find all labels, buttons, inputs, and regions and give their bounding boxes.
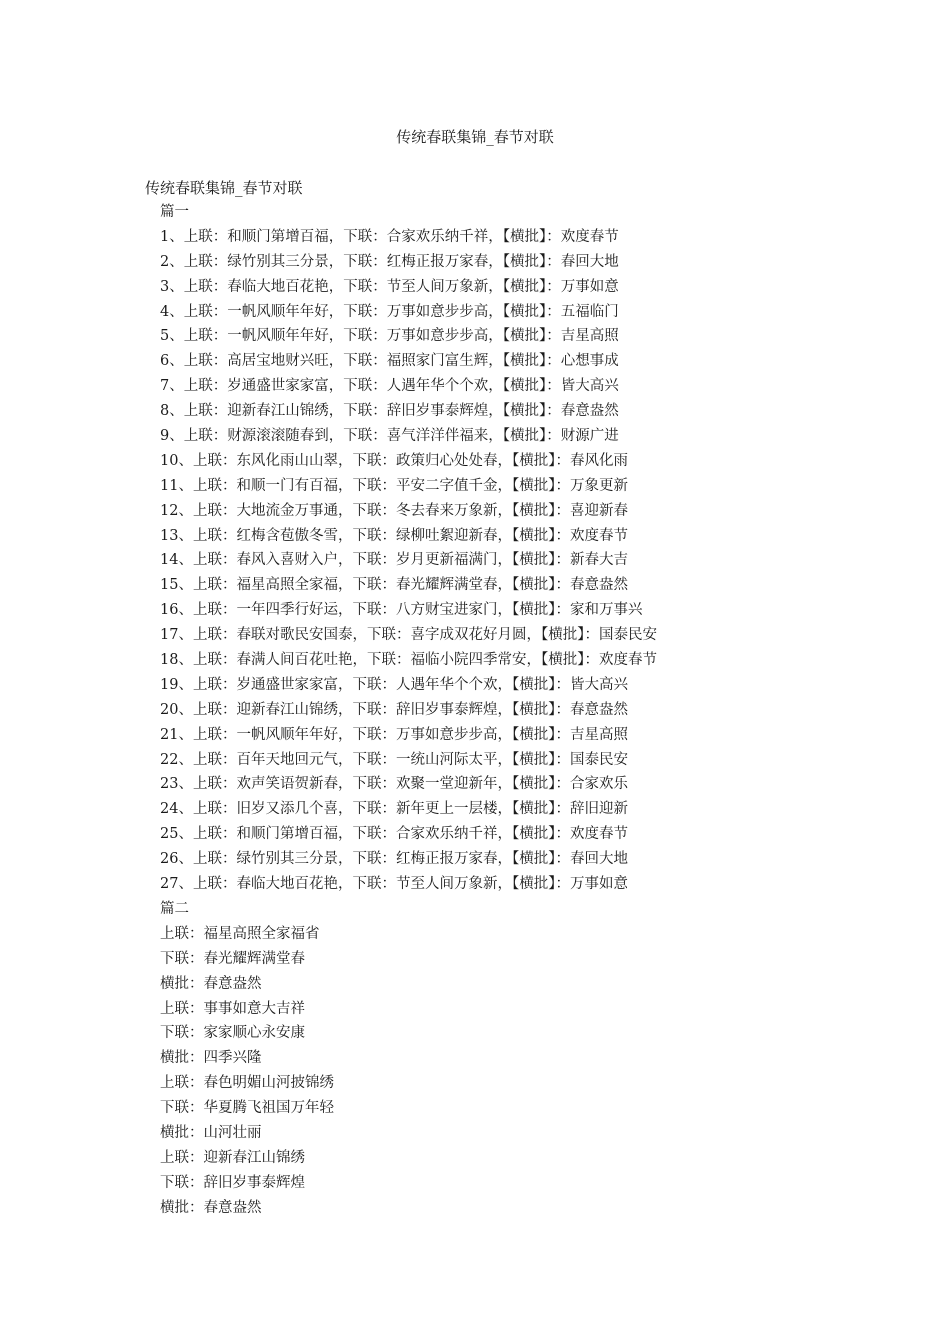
couplet-line: 13、上联：红梅含苞傲冬雪，下联：绿柳吐絮迎新春，【横批】：欢度春节 xyxy=(160,527,628,544)
couplet-line: 19、上联：岁通盛世家家富，下联：人遇年华个个欢，【横批】：皆大高兴 xyxy=(160,676,628,693)
section-1-list xyxy=(160,225,860,897)
couplet-line: 3、上联：春临大地百花艳，下联：节至人间万象新，【横批】：万事如意 xyxy=(160,278,619,295)
couplet-line: 上联：福星高照全家福省 xyxy=(160,925,320,942)
couplet-line: 下联：辞旧岁事泰辉煌 xyxy=(160,1174,305,1191)
couplet-line: 27、上联：春临大地百花艳，下联：节至人间万象新，【横批】：万事如意 xyxy=(160,876,628,893)
document-heading: 传统春联集锦_春节对联 xyxy=(145,179,303,197)
couplet-line: 11、上联：和顺一门有百福，下联：平安二字值千金，【横批】：万象更新 xyxy=(160,477,628,494)
couplet-line: 上联：春色明媚山河披锦绣 xyxy=(160,1075,334,1092)
couplet-line: 24、上联：旧岁又添几个喜，下联：新年更上一层楼，【横批】：辞旧迎新 xyxy=(160,801,628,818)
couplet-line: 10、上联：东风化雨山山翠，下联：政策归心处处春，【横批】：春风化雨 xyxy=(160,452,628,469)
couplet-line: 17、上联：春联对歌民安国泰，下联：喜字成双花好月圆，【横批】：国泰民安 xyxy=(160,627,657,644)
couplet-line: 1、上联：和顺门第增百福，下联：合家欢乐纳千祥，【横批】：欢度春节 xyxy=(160,228,619,245)
couplet-line: 下联：春光耀辉满堂春 xyxy=(160,950,305,967)
couplet-line: 横批：四季兴隆 xyxy=(160,1050,262,1067)
couplet-line: 横批：春意盎然 xyxy=(160,1199,262,1216)
couplet-line: 21、上联：一帆风顺年年好，下联：万事如意步步高，【横批】：吉星高照 xyxy=(160,726,628,743)
couplet-line: 6、上联：高居宝地财兴旺，下联：福照家门富生辉，【横批】：心想事成 xyxy=(160,353,619,370)
couplet-line: 14、上联：春风入喜财入户，下联：岁月更新福满门，【横批】：新春大吉 xyxy=(160,552,628,569)
couplet-line: 25、上联：和顺门第增百福，下联：合家欢乐纳千祥，【横批】：欢度春节 xyxy=(160,826,628,843)
page-title: 传统春联集锦_春节对联 xyxy=(396,128,554,146)
couplet-line: 22、上联：百年天地回元气，下联：一统山河际太平，【横批】：国泰民安 xyxy=(160,751,628,768)
couplet-line: 8、上联：迎新春江山锦绣，下联：辞旧岁事泰辉煌，【横批】：春意盎然 xyxy=(160,403,619,420)
couplet-line: 上联：事事如意大吉祥 xyxy=(160,1000,305,1017)
couplet-line: 23、上联：欢声笑语贺新春，下联：欢聚一堂迎新年，【横批】：合家欢乐 xyxy=(160,776,628,793)
couplet-line: 上联：迎新春江山锦绣 xyxy=(160,1149,305,1166)
couplet-line: 4、上联：一帆风顺年年好，下联：万事如意步步高，【横批】：五福临门 xyxy=(160,303,619,320)
couplet-line: 7、上联：岁通盛世家家富，下联：人遇年华个个欢，【横批】：皆大高兴 xyxy=(160,378,619,395)
couplet-line: 横批：春意盎然 xyxy=(160,975,262,992)
couplet-line: 下联：家家顺心永安康 xyxy=(160,1025,305,1042)
couplet-line: 16、上联：一年四季行好运，下联：八方财宝进家门，【横批】：家和万事兴 xyxy=(160,602,643,619)
couplet-line: 18、上联：春满人间百花吐艳，下联：福临小院四季常安，【横批】：欢度春节 xyxy=(160,652,657,669)
couplet-line: 下联：华夏腾飞祖国万年轻 xyxy=(160,1100,334,1117)
couplet-line: 15、上联：福星高照全家福，下联：春光耀辉满堂春，【横批】：春意盎然 xyxy=(160,577,628,594)
couplet-line: 20、上联：迎新春江山锦绣，下联：辞旧岁事泰辉煌，【横批】：春意盎然 xyxy=(160,701,628,718)
section-2-list xyxy=(160,922,860,1221)
document-body xyxy=(160,200,860,1221)
couplet-line: 5、上联：一帆风顺年年好，下联：万事如意步步高，【横批】：吉星高照 xyxy=(160,328,619,345)
couplet-line: 横批：山河壮丽 xyxy=(160,1124,262,1141)
couplet-line: 12、上联：大地流金万事通，下联：冬去春来万象新，【横批】：喜迎新春 xyxy=(160,502,628,519)
couplet-line: 26、上联：绿竹别其三分景，下联：红梅正报万家春，【横批】：春回大地 xyxy=(160,851,628,868)
couplet-line: 2、上联：绿竹别其三分景，下联：红梅正报万家春，【横批】：春回大地 xyxy=(160,253,619,270)
section-title-2: 篇二 xyxy=(160,900,189,917)
section-title-1: 篇一 xyxy=(160,204,189,220)
couplet-line: 9、上联：财源滚滚随春到，下联：喜气洋洋伴福来，【横批】：财源广进 xyxy=(160,428,619,445)
